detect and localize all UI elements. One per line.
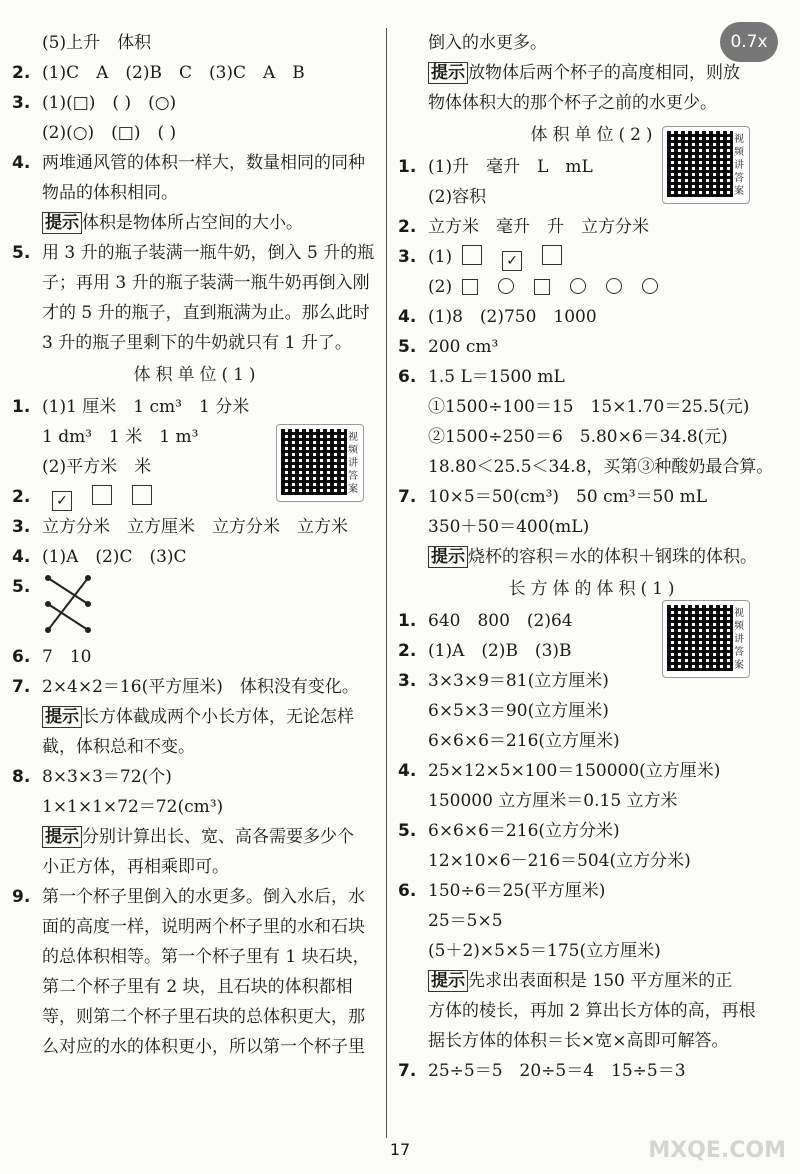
section-title: 长方体的体积(1) (508, 579, 680, 599)
hint-label: 提示 (428, 62, 468, 84)
answer-text: 25＝5×5 (428, 911, 503, 931)
answer-text: 截，体积总和不变。 (42, 737, 195, 757)
answer-text: (1)A (2)C (3)C (42, 547, 187, 567)
question-number: 7. (12, 677, 31, 697)
hint-label: 提示 (428, 970, 468, 992)
qr-code-cuboid[interactable] (662, 600, 750, 678)
hint-text: 烧杯的容积＝水的体积＋钢珠的体积。 (468, 547, 757, 567)
hint-text: 放物体后两个杯子的高度相同，则放 (468, 63, 740, 83)
answer-text: 才的 5 升的瓶子，直到瓶满为止。那么此时 (42, 303, 370, 323)
answer-text: 第二个杯子里有 2 块，且石块的体积都相 (42, 977, 353, 997)
hint-label: 提示 (42, 212, 82, 234)
answer-text: (2) (428, 277, 453, 297)
answer-line (12, 942, 382, 972)
answer-line (398, 212, 790, 242)
answer-text: 6×6×6＝216(立方分米) (428, 821, 620, 841)
answer-text: (2)容积 (428, 187, 487, 207)
answer-line (12, 88, 382, 118)
answer-line (398, 846, 790, 876)
question-number: 2. (398, 217, 417, 237)
question-number: 1. (398, 611, 417, 631)
answer-line (398, 242, 790, 272)
qr-label: 视频讲答案 (734, 608, 744, 671)
page-number: 17 (389, 1140, 411, 1159)
answer-text: 子；再用 3 升的瓶子装满一瓶牛奶再倒入刚 (42, 273, 370, 293)
qr-label: 视频讲答案 (348, 432, 358, 495)
answer-box (92, 485, 112, 505)
square-shape (462, 279, 478, 295)
answer-text: 立方分米 立方厘米 立方分米 立方米 (42, 517, 348, 537)
answer-line (12, 118, 382, 148)
answer-line (398, 726, 790, 756)
answer-line (398, 542, 790, 572)
answer-text: 12×10×6－216＝504(立方分米) (428, 851, 691, 871)
question-number: 2. (398, 641, 417, 661)
matching-lines-diagram (42, 572, 102, 636)
answer-line (398, 996, 790, 1026)
answer-line (398, 512, 790, 542)
answer-line (12, 28, 382, 58)
answer-text: 面的高度一样，说明两个杯子里的水和石块 (42, 917, 365, 937)
question-number: 4. (12, 153, 31, 173)
question-number: 4. (398, 307, 417, 327)
question-number: 5. (398, 337, 417, 357)
question-number: 9. (12, 887, 31, 907)
answer-line (12, 762, 382, 792)
answer-line (12, 1032, 382, 1062)
circle-shape (570, 278, 586, 294)
answer-text: (1)C A (2)B C (3)C A B (42, 63, 305, 83)
hint-label: 提示 (42, 826, 82, 848)
answer-text: 10×5＝50(cm³) 50 cm³＝50 mL (428, 487, 707, 507)
answer-text: 3×3×9＝81(立方厘米) (428, 671, 609, 691)
hint-label: 提示 (42, 706, 82, 728)
answer-text: 3 升的瓶子里剩下的牛奶就只有 1 升了。 (42, 333, 352, 353)
answer-text: 方体的棱长，再加 2 算出长方体的高，再根 (428, 1001, 756, 1021)
question-number: 7. (398, 1061, 417, 1081)
answer-line (12, 178, 382, 208)
answer-text: 150÷6＝25(平方厘米) (428, 881, 606, 901)
answer-line (12, 512, 382, 542)
answer-line (398, 696, 790, 726)
answer-text: 7 10 (42, 647, 92, 667)
qr-icon (667, 131, 733, 197)
answer-line (12, 148, 382, 178)
answer-line (398, 452, 790, 482)
answer-text: (2)平方米 米 (42, 457, 152, 477)
question-number: 3. (398, 247, 417, 267)
answer-text: (5)上升 体积 (42, 33, 152, 53)
question-number: 6. (398, 881, 417, 901)
left-column (12, 28, 382, 1062)
answer-line (12, 268, 382, 298)
answer-line (12, 912, 382, 942)
answer-text: (5＋2)×5×5＝175(立方厘米) (428, 941, 661, 961)
zoom-indicator[interactable]: 0.7x (720, 22, 778, 62)
circle-shape (642, 278, 658, 294)
section-title: 体积单位(2) (530, 125, 658, 145)
answer-text: 等，则第二个杯子里石块的总体积更大，那 (42, 1007, 365, 1027)
answer-text: (1)A (2)B (3)B (428, 641, 572, 661)
answer-line (398, 482, 790, 512)
answer-line (12, 852, 382, 882)
circle-shape (498, 278, 514, 294)
answer-line (398, 876, 790, 906)
answer-line (12, 298, 382, 328)
answer-text: (1) (428, 247, 453, 267)
question-number: 1. (398, 157, 417, 177)
answer-text: 8×3×3＝72(个) (42, 767, 172, 787)
answer-line (398, 28, 790, 58)
answer-text: 6×6×6＝216(立方厘米) (428, 731, 620, 751)
question-number: 2. (12, 487, 31, 507)
answer-text: (1)8 (2)750 1000 (428, 307, 597, 327)
answer-line (398, 332, 790, 362)
hint-label: 提示 (428, 546, 468, 568)
qr-icon (667, 605, 733, 671)
answer-text: 两堆通风管的体积一样大，数量相同的同种 (42, 153, 365, 173)
question-number: 7. (398, 487, 417, 507)
answer-text: (1)(□) ( ) (○) (42, 93, 177, 113)
answer-text: (1)1 厘米 1 cm³ 1 分米 (42, 397, 250, 417)
answer-line (398, 392, 790, 422)
answer-text: 小正方体，再相乘即可。 (42, 857, 229, 877)
question-number: 5. (398, 821, 417, 841)
question-number: 2. (12, 63, 31, 83)
question-number: 6. (398, 367, 417, 387)
answer-line (12, 542, 382, 572)
hint-text: 体积是物体所占空间的大小。 (82, 213, 303, 233)
answer-line (398, 362, 790, 392)
answer-line (12, 572, 382, 642)
answer-text: 25×12×5×100＝150000(立方厘米) (428, 761, 721, 781)
answer-line (398, 816, 790, 846)
answer-text: 立方米 毫升 升 立方分米 (428, 217, 649, 237)
answer-text: ①1500÷100＝15 15×1.70＝25.5(元) (428, 397, 750, 417)
answer-line (398, 302, 790, 332)
answer-box (542, 245, 562, 265)
answer-line (398, 1056, 790, 1086)
hint-text: 分别计算出长、宽、高各需要多少个 (82, 827, 354, 847)
answer-text: 350＋50＝400(mL) (428, 517, 590, 537)
column-divider (386, 28, 387, 1138)
qr-code-unit1[interactable] (276, 424, 364, 502)
answer-text: 1×1×1×72＝72(cm³) (42, 797, 224, 817)
answer-line (398, 88, 790, 118)
qr-label: 视频讲答案 (734, 134, 744, 197)
answer-text: (2)(○) (□) ( ) (42, 123, 177, 143)
answer-line (12, 972, 382, 1002)
answer-box: ✓ (52, 491, 72, 511)
answer-line (12, 238, 382, 268)
answer-text: 640 800 (2)64 (428, 611, 573, 631)
answer-line (12, 328, 382, 358)
answer-line (398, 422, 790, 452)
answer-box (132, 485, 152, 505)
answer-line (12, 792, 382, 822)
answer-text: 用 3 升的瓶子装满一瓶牛奶，倒入 5 升的瓶 (42, 243, 375, 263)
question-number: 3. (12, 517, 31, 537)
answer-text: 据长方体的体积＝长×宽×高即可解答。 (428, 1031, 729, 1051)
answer-text: 的总体积相等。第一个杯子里有 1 块石块， (42, 947, 370, 967)
answer-text: 25÷5＝5 20÷5＝4 15÷5＝3 (428, 1061, 686, 1081)
qr-icon (281, 429, 347, 495)
question-number: 3. (12, 93, 31, 113)
answer-text: 第一个杯子里倒入的水更多。倒入水后，水 (42, 887, 365, 907)
answer-text: 1.5 L＝1500 mL (428, 367, 565, 387)
answer-line (398, 756, 790, 786)
circle-shape (606, 278, 622, 294)
question-number: 8. (12, 767, 31, 787)
answer-text: ②1500÷250＝6 5.80×6＝34.8(元) (428, 427, 728, 447)
answer-text: 么对应的水的体积更小，所以第一个杯子里 (42, 1037, 365, 1057)
question-number: 5. (12, 243, 31, 263)
answer-line (12, 702, 382, 732)
section-title: 体积单位(1) (133, 365, 261, 385)
question-number: 6. (12, 647, 31, 667)
answer-text: 150000 立方厘米＝0.15 立方米 (428, 791, 678, 811)
answer-text: 2×4×2＝16(平方厘米) 体积没有变化。 (42, 677, 359, 697)
answer-text: 物体体积大的那个杯子之前的水更少。 (428, 93, 717, 113)
watermark-logo: MXQE.COM (648, 1138, 786, 1163)
answer-line (398, 936, 790, 966)
question-number: 4. (12, 547, 31, 567)
answer-line (398, 1026, 790, 1056)
hint-text: 长方体截成两个小长方体，无论怎样 (82, 707, 354, 727)
question-number: 1. (12, 397, 31, 417)
answer-line (12, 642, 382, 672)
answer-line (12, 732, 382, 762)
answer-text: 18.80＜25.5＜34.8，买第③种酸奶最合算。 (428, 457, 774, 477)
answer-line (398, 58, 790, 88)
answer-line (12, 672, 382, 702)
answer-text: 1 dm³ 1 米 1 m³ (42, 427, 199, 447)
answer-text: (1)升 毫升 L mL (428, 157, 593, 177)
answer-box: ✓ (502, 251, 522, 271)
answer-text: 倒入的水更多。 (428, 33, 547, 53)
answer-text: 200 cm³ (428, 337, 499, 357)
question-number: 5. (12, 577, 31, 597)
answer-text: 6×5×3＝90(立方厘米) (428, 701, 609, 721)
answer-line (12, 882, 382, 912)
question-number: 3. (398, 671, 417, 691)
answer-line (12, 1002, 382, 1032)
qr-code-unit2[interactable] (662, 126, 750, 204)
square-shape (534, 279, 550, 295)
answer-box (462, 245, 482, 265)
hint-text: 先求出表面积是 150 平方厘米的正 (468, 971, 733, 991)
question-number: 4. (398, 761, 417, 781)
answer-line (12, 208, 382, 238)
answer-line (398, 906, 790, 936)
answer-line (12, 822, 382, 852)
answer-line (12, 58, 382, 88)
answer-line (398, 786, 790, 816)
answer-text: 物品的体积相同。 (42, 183, 178, 203)
answer-line (398, 272, 790, 302)
answer-line (398, 966, 790, 996)
answer-line (12, 392, 382, 422)
